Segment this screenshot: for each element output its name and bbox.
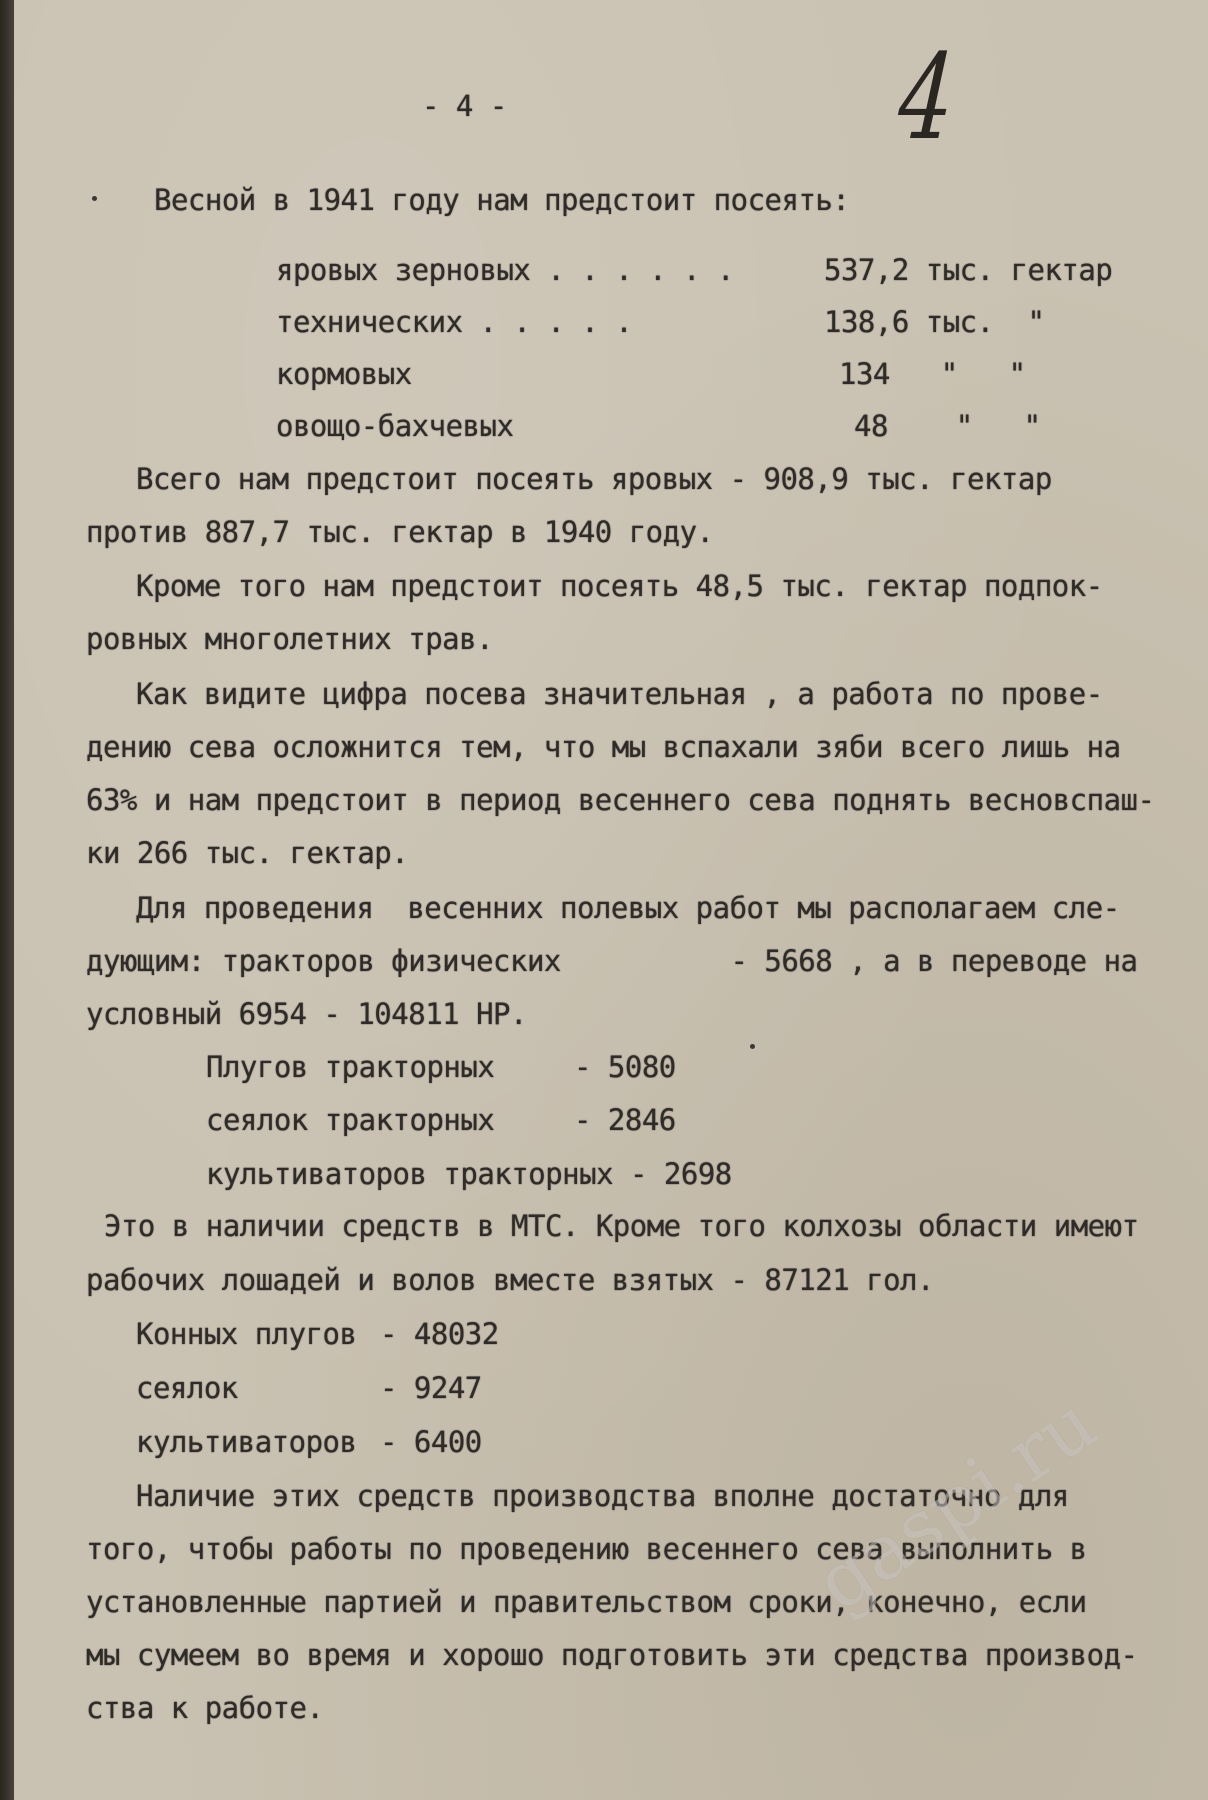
implement-value: - 5080 <box>574 1050 676 1084</box>
implement-label: Плугов тракторных <box>206 1050 495 1084</box>
crop-value: 48 " " <box>854 409 1041 443</box>
text-line: Наличие этих средств производства вполне достаточно для <box>136 1479 1069 1513</box>
text-line: установленные партией и правительством сроки, конечно, если <box>86 1585 1087 1619</box>
crop-value: 134 " " <box>839 357 1026 391</box>
implement-label: сеялок <box>136 1371 238 1405</box>
implement-value: - 48032 <box>380 1317 499 1351</box>
intro-line: Весной в 1941 году нам предстоит посеять: <box>154 183 850 217</box>
text-line: Это в наличии средств в МТС. Кроме того колхозы области имеют <box>104 1209 1139 1243</box>
implement-label: Конных плугов <box>136 1317 357 1351</box>
ink-speck <box>92 196 97 201</box>
book-binding-edge <box>0 0 14 1800</box>
text-line: против 887,7 тыс. гектар в 1940 году. <box>86 515 714 549</box>
text-line: Для проведения весенних полевых работ мы располагаем сле- <box>136 891 1120 925</box>
implement-value: - 9247 <box>380 1371 482 1405</box>
text-line: Как видите цифра посева значительная , а работа по прове- <box>136 677 1103 711</box>
crop-label: овощо-бахчевых <box>276 409 514 443</box>
text-line: дению сева осложнится тем, что мы вспахали зяби всего лишь на <box>86 730 1121 764</box>
text-line: дующим: тракторов физических - 5668 , а в переводе на <box>86 944 1138 978</box>
ink-speck <box>750 1044 755 1049</box>
text-line: Всего нам предстоит посеять яровых - 908,9 тыс. гектар <box>136 462 1052 496</box>
document-page <box>14 0 1208 1800</box>
text-line: рабочих лошадей и волов вместе взятых - 87121 гол. <box>86 1263 934 1297</box>
text-line: условный 6954 - 104811 HP. <box>86 997 527 1031</box>
crop-value: 138,6 тыс. " <box>824 305 1045 339</box>
text-line: ства к работе. <box>86 1691 324 1725</box>
crop-value: 537,2 тыс. гектар <box>824 253 1113 287</box>
crop-label: яровых зерновых . . . . . . <box>276 253 734 287</box>
text-line: того, чтобы работы по проведению весеннего сева выполнить в <box>86 1532 1087 1566</box>
watermark: gaspi.ru <box>800 1377 1112 1628</box>
implement-value: - 6400 <box>380 1425 482 1459</box>
implement-label: сеялок тракторных <box>206 1103 495 1137</box>
page-number: - 4 - <box>422 89 507 123</box>
implement-value: - 2846 <box>574 1103 676 1137</box>
text-line: Кроме того нам предстоит посеять 48,5 тыс. гектар подпок- <box>136 569 1103 603</box>
text-line: ровных многолетних трав. <box>86 622 494 656</box>
implement-label: культиваторов тракторных <box>206 1157 614 1191</box>
text-line: 63% и нам предстоит в период весеннего сева поднять весновспаш- <box>86 783 1155 817</box>
crop-label: технических . . . . . <box>276 305 633 339</box>
implement-value: - 2698 <box>630 1157 732 1191</box>
handwritten-page-number: 4 <box>894 28 959 166</box>
text-line: мы сумеем во время и хорошо подготовить эти средства производ- <box>86 1638 1138 1672</box>
crop-label: кормовых <box>276 357 412 391</box>
implement-label: культиваторов <box>136 1425 357 1459</box>
text-line: ки 266 тыс. гектар. <box>86 836 409 870</box>
